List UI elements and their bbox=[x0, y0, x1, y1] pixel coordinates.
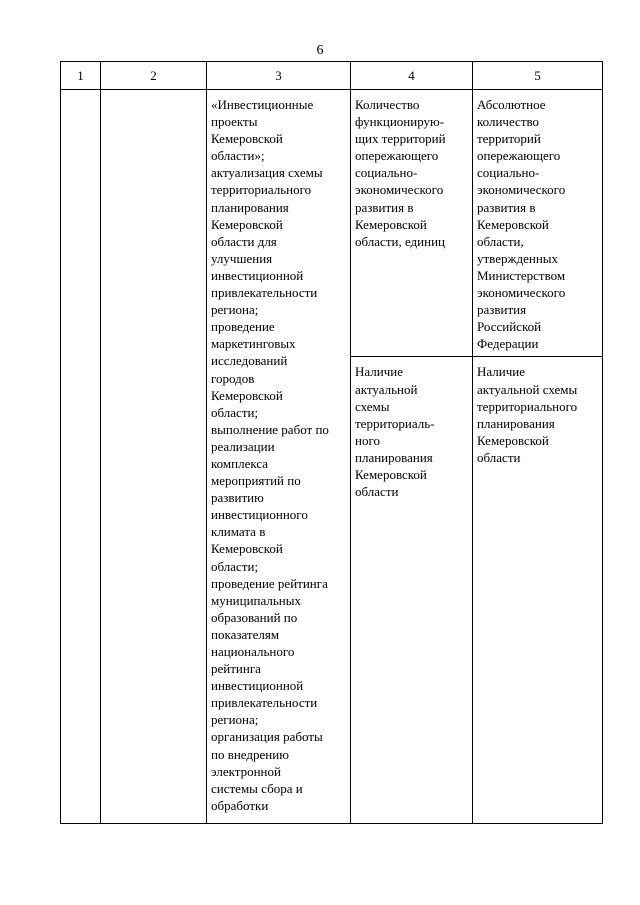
indicator-2-name-text: Наличие актуальной схемы территориаль- ного планирования Кемеровской области bbox=[355, 364, 435, 500]
cell-col2-text bbox=[101, 90, 206, 100]
activities-text: «Инвестиционные проекты Кемеровской области»; актуализация схемы территориального планирования Кемеровской области для улучшения инвестиционной привлекательности региона; проведение маркетинговых исследований городов Кемеровской области; выполнение работ по реализации комплекса мероприятий по развитию инвестиционного климата в Кемеровской области; проведение рейтинга муниципальных образований по показателям национального рейтинга инвестиционной привлекательности региона; организация работы по внедрению электронной системы сбора и обработки bbox=[211, 97, 329, 813]
cell-indicator-1-name bbox=[351, 90, 473, 357]
table-row bbox=[61, 90, 603, 357]
column-header-5: 5 bbox=[473, 62, 603, 90]
column-header-1: 1 bbox=[61, 62, 101, 90]
cell-col1 bbox=[61, 90, 101, 824]
column-header-3: 3 bbox=[207, 62, 351, 90]
cell-activities bbox=[207, 90, 351, 824]
indicators-table bbox=[60, 61, 603, 824]
column-header-2: 2 bbox=[101, 62, 207, 90]
page-number: 6 bbox=[316, 43, 324, 58]
table-header-row bbox=[61, 62, 603, 90]
column-header-4: 4 bbox=[351, 62, 473, 90]
indicator-1-name-text: Количество функционирую- щих территорий опережающего социально- экономического развития в Кемеровской области, единиц bbox=[355, 97, 446, 249]
indicator-1-description-text: Абсолютное количество территорий опережающего социально- экономического развития в Кемеровской области, утвержденных Министерством экономического развития Российской Федерации bbox=[477, 97, 566, 352]
cell-col2 bbox=[101, 90, 207, 824]
cell-indicator-2-description bbox=[473, 357, 603, 824]
cell-indicator-2-name bbox=[351, 357, 473, 824]
indicator-2-description-text: Наличие актуальной схемы территориального планирования Кемеровской области bbox=[477, 364, 578, 465]
cell-indicator-1-description bbox=[473, 90, 603, 357]
cell-col1-text bbox=[61, 90, 100, 100]
